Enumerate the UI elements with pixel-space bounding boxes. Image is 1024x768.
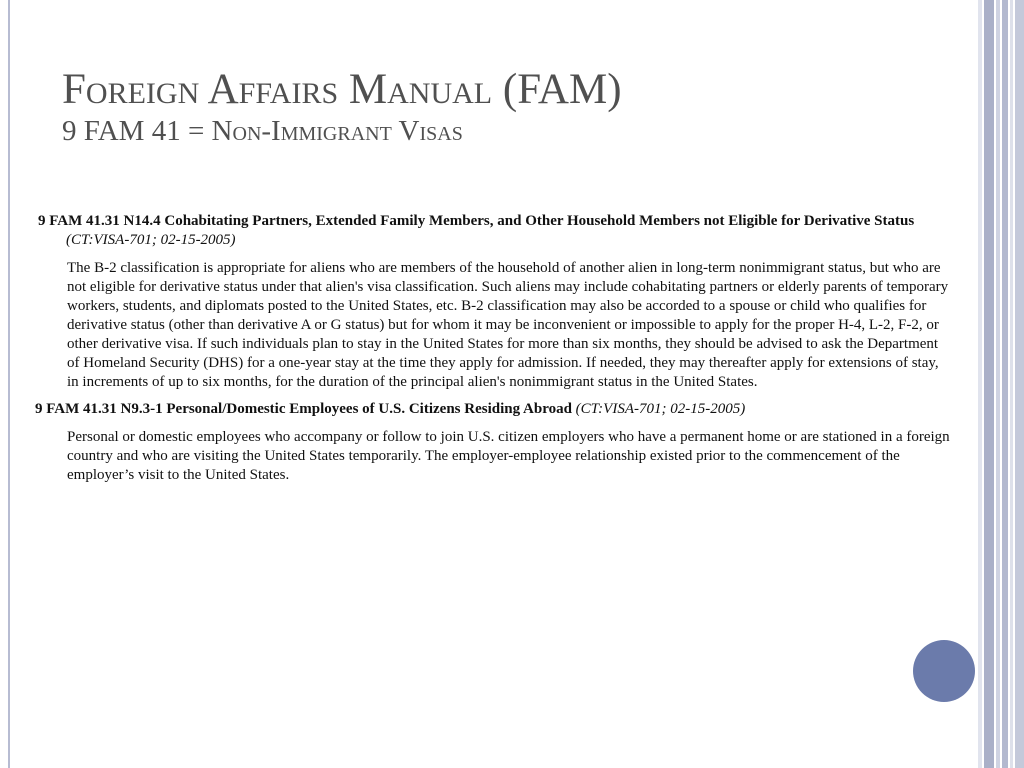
section-body-1: The B-2 classification is appropriate for aliens who are members of the household of another alien in long-term nonimmigrant status, but who are not eligible for derivative status under that alien's visa classification. Such aliens may include cohabitating partners or elderly parents of temporary workers, students, and diplomats posted to the United States, etc. B-2 classification may also be accorded to a spouse or child who qualifies for derivative status (other than derivative A or G status) but for whom it may be inconvenient or impossible to apply for the proper H-4, L-2, F-2, or other derivative visa. If such individuals plan to stay in the United States for more than six months, they should be advised to ask the Department of Homeland Security (DHS) for a one-year stay at the time they apply for admission. If needed, they may thereafter apply for extensions of stay, in increments of up to six months, for the duration of the principal alien's nonimmigrant status in the United States. [67,260,949,390]
decorative-circle [913,640,975,702]
title-line-2: 9 FAM 41 = Non-Immigrant Visas [62,115,463,147]
section-heading-text: 9 FAM 41.31 N14.4 Cohabitating Partners, Extended Family Members, and Other Household Members not Eligible for Derivative Status [38,213,915,229]
section-reference: (CT:VISA-701; 02-15-2005) [66,232,236,248]
section-heading-2 [35,400,953,419]
left-border-line [8,0,10,768]
section-body-2: Personal or domestic employees who accompany or follow to join U.S. citizen employers who have a permanent home or are stationed in a foreign country and who are visiting the United States temporarily. The employer-employee relationship existed prior to the commencement of the employer’s visit to the United States. [67,429,950,483]
slide-content [35,212,953,493]
slide-title [62,66,622,148]
section-heading-text: 9 FAM 41.31 N9.3-1 Personal/Domestic Employees of U.S. Citizens Residing Abroad [35,401,572,417]
section-reference: (CT:VISA-701; 02-15-2005) [575,401,746,417]
title-line-1: Foreign Affairs Manual (FAM) [62,66,622,113]
section-heading-1 [38,212,953,250]
decorative-stripes [978,0,1024,768]
